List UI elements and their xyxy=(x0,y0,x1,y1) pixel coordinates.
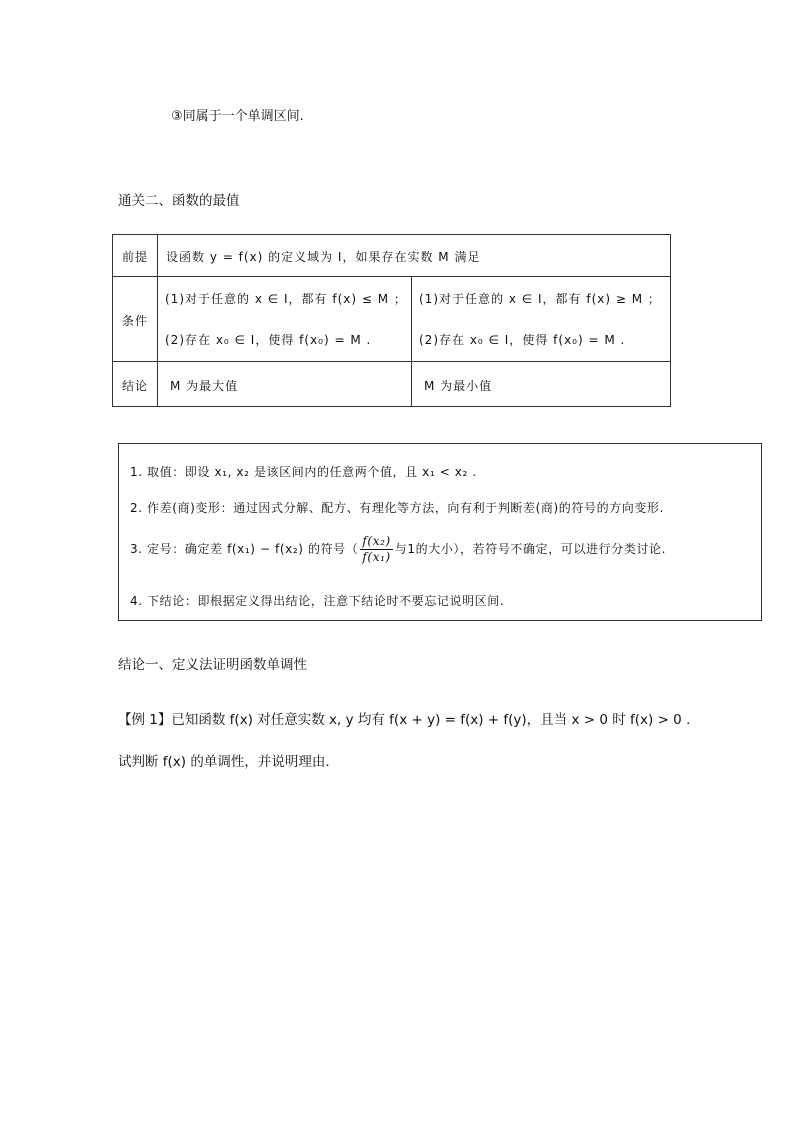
max-condition-1: (1)对于任意的 x ∈ I，都有 f(x) ≤ M ； xyxy=(165,292,407,306)
step-3-prefix: 3. 定号：确定差 f(x₁) − f(x₂) 的符号（ xyxy=(130,542,359,556)
fraction-numerator: f(x₂) xyxy=(362,534,391,548)
list-item-3: ③同属于一个单调区间. xyxy=(171,109,304,124)
table-divider xyxy=(113,361,670,362)
step-2: 2. 作差(商)变形：通过因式分解、配方、有理化等方法，向有利于判断差(商)的符号的方向变形. xyxy=(130,501,665,515)
ratio-fraction xyxy=(360,534,392,565)
step-3 xyxy=(130,534,666,565)
min-condition-1: (1)对于任意的 x ∈ I，都有 f(x) ≥ M ； xyxy=(419,292,661,306)
table-divider xyxy=(157,235,158,406)
condition-label: 条件 xyxy=(122,314,149,328)
example-1-statement: 【例 1】已知函数 f(x) 对任意实数 x, y 均有 f(x + y) = f(x) + f(y)，且当 x > 0 时 f(x) > 0 . xyxy=(118,712,691,728)
premise-text: 设函数 y = f(x) 的定义域为 I，如果存在实数 M 满足 xyxy=(166,250,481,264)
table-divider xyxy=(411,276,412,406)
min-condition-2: (2)存在 x₀ ∈ I，使得 f(x₀) = M . xyxy=(419,333,626,347)
premise-label: 前提 xyxy=(122,250,149,264)
steps-box xyxy=(118,443,762,621)
min-conclusion: M 为最小值 xyxy=(424,379,493,393)
step-4: 4. 下结论：即根据定义得出结论，注意下结论时不要忘记说明区间. xyxy=(130,594,505,608)
max-conclusion: M 为最大值 xyxy=(170,379,239,393)
fraction-denominator: f(x₁) xyxy=(362,550,391,564)
step-1: 1. 取值：即设 x₁, x₂ 是该区间内的任意两个值，且 x₁ < x₂ . xyxy=(130,465,477,479)
maxmin-table xyxy=(112,234,671,407)
conclusion-label: 结论 xyxy=(122,379,149,393)
example-1-question: 试判断 f(x) 的单调性，并说明理由. xyxy=(118,754,330,770)
conclusion-heading: 结论一、定义法证明函数单调性 xyxy=(118,657,307,673)
max-condition-2: (2)存在 x₀ ∈ I，使得 f(x₀) = M . xyxy=(165,333,372,347)
step-3-suffix: 与1的大小），若符号不确定，可以进行分类讨论. xyxy=(394,542,667,556)
table-divider xyxy=(113,276,670,277)
section-heading-maxmin: 通关二、函数的最值 xyxy=(118,193,240,209)
